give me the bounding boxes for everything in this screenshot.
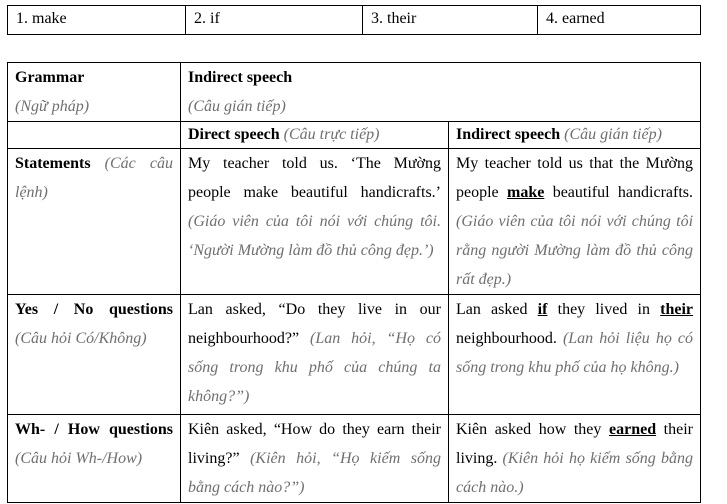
statements-row (8, 149, 701, 295)
empty-cell (8, 122, 181, 149)
statements-direct-cell: My teacher told us. ‘The Mường people make beautiful handicrafts.’ (Giáo viên của tôi nói với chúng tôi. ‘Người Mường làm đồ thủ công đẹp.’) (181, 149, 449, 295)
grammar-table (7, 62, 701, 503)
statements-label-cell: Statements (Các câu lệnh) (8, 149, 181, 295)
yes-no-label-cell: Yes / No questions (Câu hỏi Có/Không) (8, 295, 181, 415)
answer-cell-1: 1. make (8, 6, 186, 35)
yes-no-indirect-cell: Lan asked if they lived in their neighbourhood. (Lan hỏi liệu họ có sống trong khu phố của họ không.) (449, 295, 701, 415)
grammar-title-cell (8, 63, 181, 122)
yes-no-questions-row (8, 295, 701, 415)
indirect-speech-header-translation: (Câu gián tiếp) (560, 126, 662, 143)
answer-cell-4: 4. earned (538, 6, 701, 35)
answer-key-row (8, 6, 701, 35)
direct-speech-header-translation: (Câu trực tiếp) (279, 126, 380, 143)
grammar-header-row (8, 63, 701, 122)
direct-speech-header: Direct speech (188, 126, 280, 143)
wh-how-indirect-cell: Kiên asked how they earned their living. (Kiên hỏi họ kiếm sống bằng cách nào.) (449, 415, 701, 503)
statements-indirect-cell: My teacher told us that the Mường people make beautiful handicrafts. (Giáo viên của tôi nói với chúng tôi rằng người Mường làm đồ thủ công rất đẹp.) (449, 149, 701, 295)
grammar-topic-cell (181, 63, 701, 122)
answer-cell-3: 3. their (363, 6, 538, 35)
grammar-title-translation: (Ngữ pháp) (15, 98, 90, 115)
indirect-speech-header: Indirect speech (456, 126, 561, 143)
answer-key-table (7, 5, 701, 35)
indirect-speech-header-cell (449, 122, 701, 149)
wh-how-questions-row (8, 415, 701, 503)
direct-speech-header-cell (181, 122, 449, 149)
yes-no-direct-cell: Lan asked, “Do they live in our neighbourhood?” (Lan hỏi, “Họ có sống trong khu phố của chúng ta không?”) (181, 295, 449, 415)
grammar-title: Grammar (15, 69, 85, 86)
wh-how-label-cell: Wh- / How questions (Câu hỏi Wh-/How) (8, 415, 181, 503)
grammar-topic: Indirect speech (188, 69, 293, 86)
answer-cell-2: 2. if (186, 6, 363, 35)
column-header-row (8, 122, 701, 149)
wh-how-direct-cell: Kiên asked, “How do they earn their living?” (Kiên hỏi, “Họ kiếm sống bằng cách nào?”) (181, 415, 449, 503)
grammar-topic-translation: (Câu gián tiếp) (188, 98, 286, 115)
